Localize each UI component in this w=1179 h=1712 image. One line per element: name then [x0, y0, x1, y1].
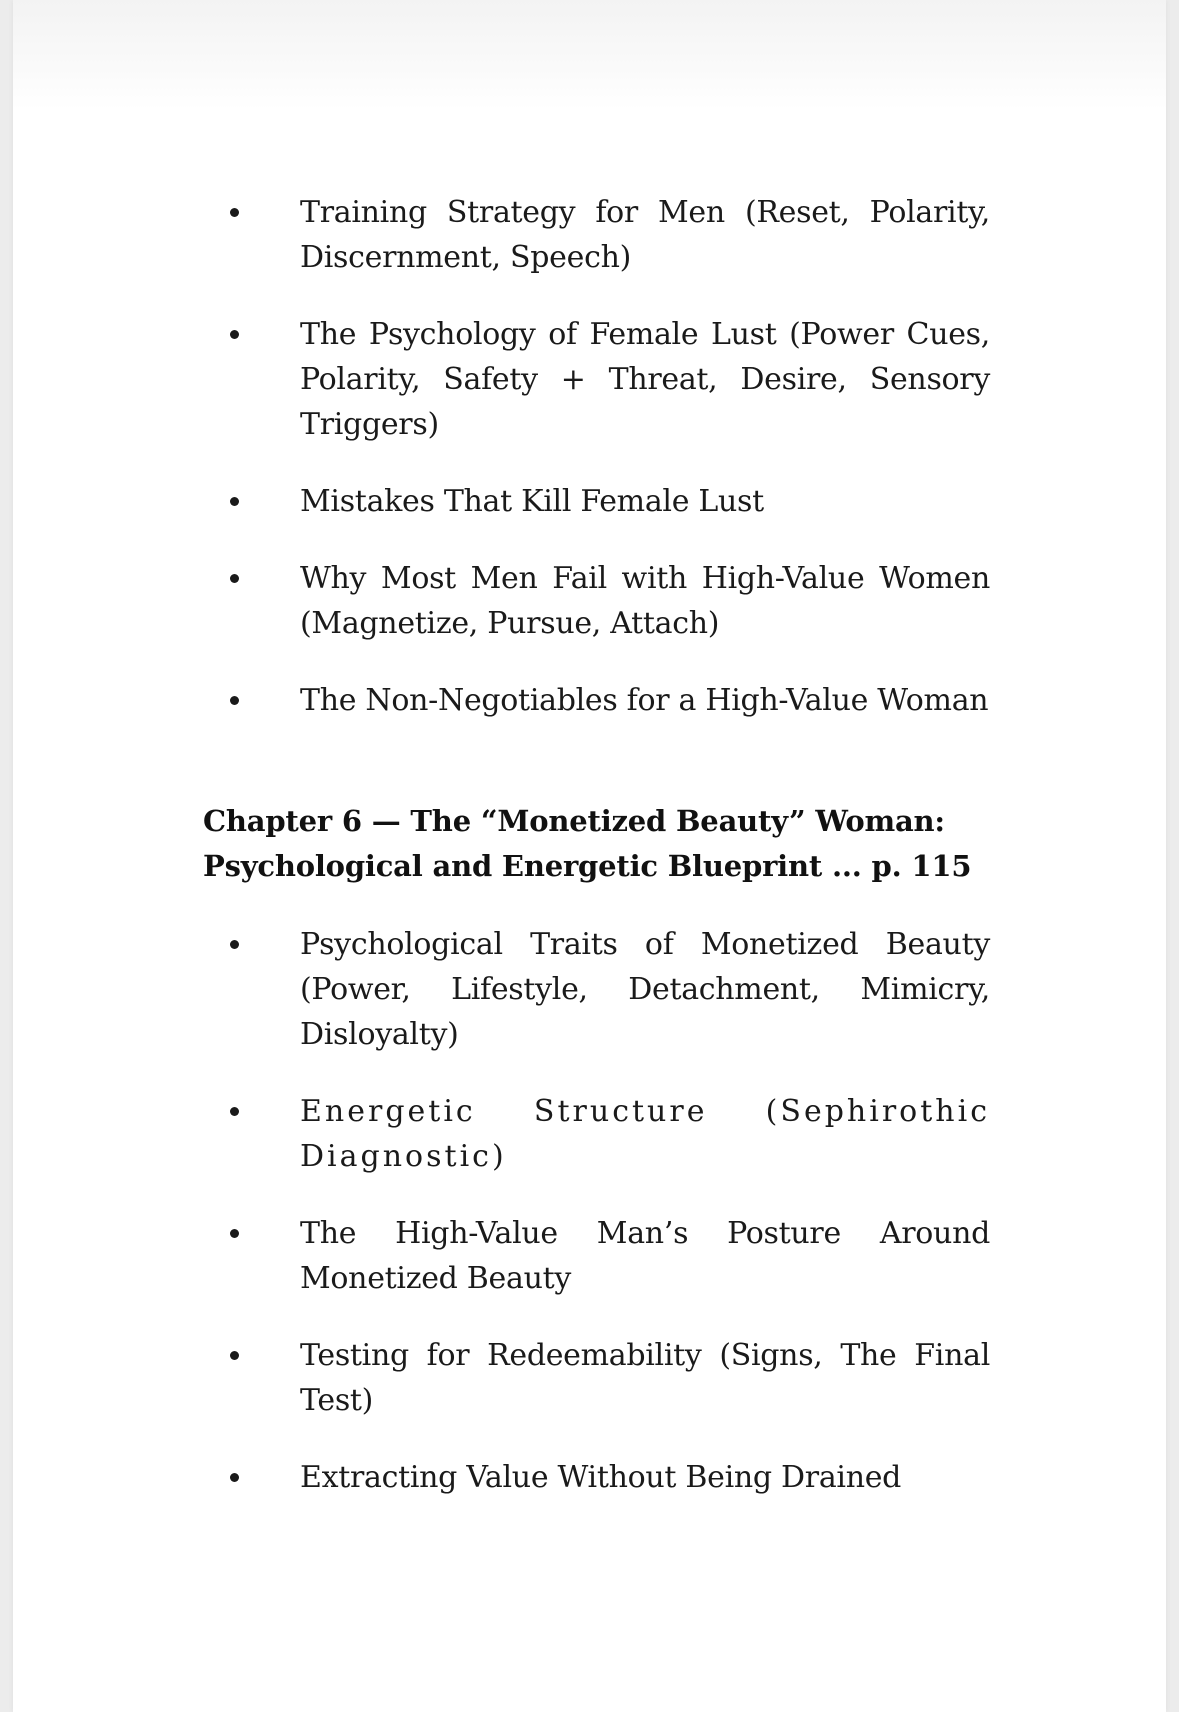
bullet-icon [230, 696, 239, 705]
bullet-icon [230, 208, 239, 217]
bullet-icon [230, 1107, 239, 1116]
bullet-icon [230, 1351, 239, 1360]
list-item-text: The Psychology of Female Lust (Power Cues, Polarity, Safety + Threat, Desire, Sensory Triggers) [300, 317, 990, 442]
list-item-text: Why Most Men Fail with High-Value Women (Magnetize, Pursue, Attach) [300, 561, 990, 641]
list-item-text: Testing for Redeemability (Signs, The Final Test) [300, 1338, 990, 1418]
chapter-heading-line2: Psychological and Energetic Blueprint ... p. 115 [203, 849, 972, 883]
chapter-heading [203, 799, 1003, 889]
page-top-shadow [13, 0, 1166, 110]
list-item-text: The High-Value Man’s Posture Around Monetized Beauty [300, 1216, 990, 1296]
list-item-text: Psychological Traits of Monetized Beauty (Power, Lifestyle, Detachment, Mimicry, Disloyalty) [300, 927, 990, 1052]
bullet-icon [230, 330, 239, 339]
list-item-text: Energetic Structure (Sephirothic Diagnostic) [300, 1094, 990, 1174]
list-item-text: Mistakes That Kill Female Lust [300, 484, 764, 519]
document-page [13, 0, 1166, 1712]
list-item-text: The Non-Negotiables for a High-Value Woman [300, 683, 989, 718]
list-item-text: Extracting Value Without Being Drained [300, 1460, 902, 1495]
bullet-icon [230, 574, 239, 583]
bullet-icon [230, 497, 239, 506]
bullet-icon [230, 1473, 239, 1482]
chapter-heading-line1: Chapter 6 — The “Monetized Beauty” Woman: [203, 804, 945, 838]
bullet-icon [230, 1229, 239, 1238]
list-item-text: Training Strategy for Men (Reset, Polarity, Discernment, Speech) [300, 195, 990, 275]
bullet-icon [230, 940, 239, 949]
